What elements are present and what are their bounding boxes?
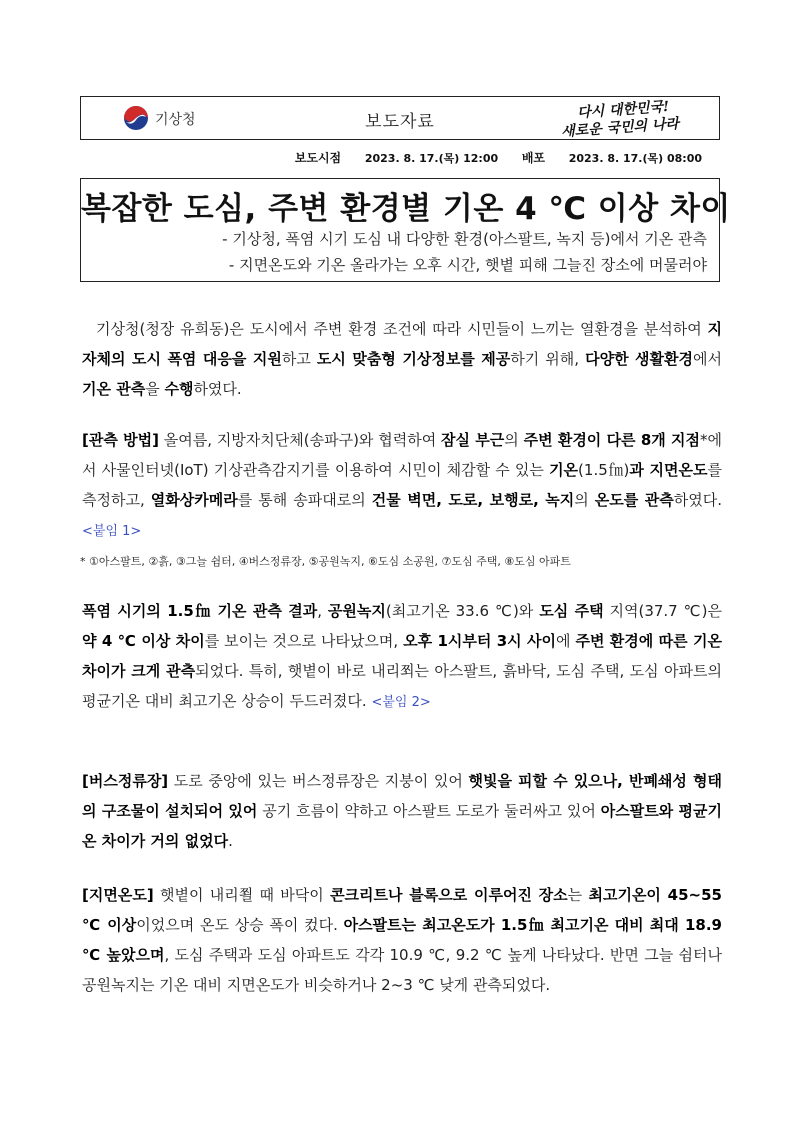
p5-bold-2: 콘크리트나 블록으로 이루어진 장소 xyxy=(330,886,568,904)
p2-text-7: 의 xyxy=(574,491,595,509)
p1-bold-2: 도시 맞춤형 기상정보를 제공 xyxy=(316,350,511,368)
p3-text-3: 지역(37.7 ℃)은 xyxy=(603,602,722,620)
p2-text-4: (1.5㎙) xyxy=(578,461,630,479)
p4-bold-3: 아스팔트와 평균기온 차이가 거의 없었다 xyxy=(82,802,723,850)
p2-text-5: 를 측정하고, xyxy=(82,461,722,509)
embargo-label: 보도시점 xyxy=(294,151,342,165)
p1-bold-5: 수행 xyxy=(164,380,194,398)
p3-text-4: 를 보이는 것으로 나타났으며, xyxy=(204,632,404,650)
p5-text-1: 햇볕이 내리쬘 때 바닥이 xyxy=(153,886,331,904)
p5-text-3: 이었으며 온도 상승 폭이 컸다. xyxy=(136,916,344,934)
attachment-1-ref: <붙임 1> xyxy=(82,524,142,539)
subtitle-2: - 지면온도와 기온 올라가는 오후 시간, 햇볕 피해 그늘진 장소에 머물러야 xyxy=(228,256,707,274)
header-box xyxy=(80,96,720,140)
slogan-logo xyxy=(555,98,705,141)
p2-bold-1: [관측 방법] xyxy=(82,431,159,449)
attachment-2-ref: <붙임 2> xyxy=(371,695,431,710)
footnote-sites: * ①아스팔트, ②흙, ③그늘 쉼터, ④버스정류장, ⑤공원녹지, ⑥도심 소공원, ⑦도심 주택, ⑧도심 아파트 xyxy=(80,555,571,568)
paragraph-method xyxy=(82,425,722,547)
p4-text-2: 공기 흐름이 약하고 아스팔트 도로가 둘러싸고 있어 xyxy=(257,802,601,820)
p4-bold-2: 햇빛을 피할 수 있으나, 반폐쇄성 형태의 구조물이 설치되어 있어 xyxy=(82,772,722,820)
p3-bold-3: 도심 주택 xyxy=(539,602,604,620)
slogan-line-2: 새로운 국민의 나라 xyxy=(560,115,680,141)
paragraph-surface-temp xyxy=(82,880,722,1000)
embargo-time: 2023. 8. 17.(목) 12:00 xyxy=(364,152,499,165)
p2-text-1: 올여름, 지방자치단체(송파구)와 협력하여 xyxy=(158,431,442,449)
p1-bold-3: 다양한 생활환경 xyxy=(585,350,694,368)
p3-text-6: 되었다. 특히, 햇볕이 바로 내리쬐는 아스팔트, 흙바닥, 도심 주택, 도심 아파트의 평균기온 대비 최고기온 상승이 두드러졌다. xyxy=(82,662,722,710)
p2-text-3: *에서 사물인터넷(IoT) 기상관측감지기를 이용하여 시민이 체감할 수 있는 xyxy=(82,431,722,479)
p3-bold-5: 오후 1시부터 3시 사이 xyxy=(403,632,557,650)
doc-type-label: 보도자료 xyxy=(365,112,435,132)
paragraph-bus-stop xyxy=(82,766,722,856)
p2-text-2: 의 xyxy=(504,431,524,449)
p3-bold-4: 약 4 ℃ 이상 차이 xyxy=(82,632,205,650)
p3-bold-1: 폭염 시기의 1.5㎙ 기온 관측 결과 xyxy=(82,602,318,620)
p3-text-2: (최고기온 33.6 ℃)와 xyxy=(385,602,540,620)
p3-bold-6: 주변 환경에 따른 기온 차이가 크게 관측 xyxy=(82,632,722,680)
p2-text-6: 를 통해 송파대로의 xyxy=(237,491,372,509)
title-box xyxy=(80,178,731,282)
p2-bold-6: 열화상카메라 xyxy=(150,491,238,509)
p4-text-3: . xyxy=(228,832,233,850)
p1-text-1: 기상청(청장 유희동)은 도시에서 주변 환경 조건에 따라 시민들이 느끼는 열환경을 분석하여 xyxy=(96,320,708,338)
p2-bold-4: 기온 xyxy=(549,461,579,479)
p5-bold-4: 아스팔트는 최고온도가 1.5㎙ 최고기온 대비 최대 18.9 ℃ 높았으며 xyxy=(82,916,722,964)
p5-text-2: 는 xyxy=(567,886,589,904)
p5-bold-1: [지면온도] xyxy=(82,886,154,904)
subtitle-1: - 기상청, 폭염 시기 도심 내 다양한 환경(아스팔트, 녹지 등)에서 기온 관측 xyxy=(222,230,707,248)
p1-text-2: 하고 xyxy=(281,350,317,368)
p4-text-1: 도로 중앙에 있는 버스정류장은 지붕이 있어 xyxy=(168,772,469,790)
slogan-line-1: 다시 대한민국! xyxy=(576,98,670,122)
p2-bold-8: 온도를 관측 xyxy=(594,491,674,509)
agency-name: 기상청 xyxy=(155,112,196,128)
paragraph-intro xyxy=(82,314,722,404)
p2-text-8: 하였다. xyxy=(673,491,722,509)
p1-text-4: 에서 xyxy=(693,350,723,368)
p1-bold-4: 기온 관측 xyxy=(82,380,146,398)
p2-bold-3: 주변 환경이 다른 8개 지점 xyxy=(523,431,700,449)
p1-text-5: 을 xyxy=(145,380,165,398)
p3-text-5: 에 xyxy=(556,632,576,650)
p1-text-3: 하기 위해, xyxy=(510,350,586,368)
p2-bold-7: 건물 벽면, 도로, 보행로, 녹지 xyxy=(371,491,575,509)
p2-bold-5: 과 지면온도 xyxy=(629,461,708,479)
p5-bold-3: 최고기온이 45~55 ℃ 이상 xyxy=(82,886,722,934)
distribution-time: 2023. 8. 17.(목) 08:00 xyxy=(568,152,702,165)
distribution-label: 배포 xyxy=(521,151,546,165)
paragraph-results xyxy=(82,596,722,718)
p4-bold-1: [버스정류장] xyxy=(82,772,169,790)
p3-text-1: , xyxy=(317,602,328,620)
p1-bold-1: 지자체의 도시 폭염 대응을 지원 xyxy=(82,320,722,368)
p2-bold-2: 잠실 부근 xyxy=(441,431,505,449)
p5-text-4: , 도심 주택과 도심 아파트도 각각 10.9 ℃, 9.2 ℃ 높게 나타났다. 반면 그늘 쉼터나 공원녹지는 기온 대비 지면온도가 비슷하거나 2~3 ℃ 낮게 관측되었다. xyxy=(82,946,722,994)
main-title: 복잡한 도심, 주변 환경별 기온 4 ℃ 이상 차이 xyxy=(81,191,731,227)
p1-text-6: 하였다. xyxy=(193,380,242,398)
p3-bold-2: 공원녹지 xyxy=(327,602,386,620)
release-times xyxy=(80,149,702,166)
